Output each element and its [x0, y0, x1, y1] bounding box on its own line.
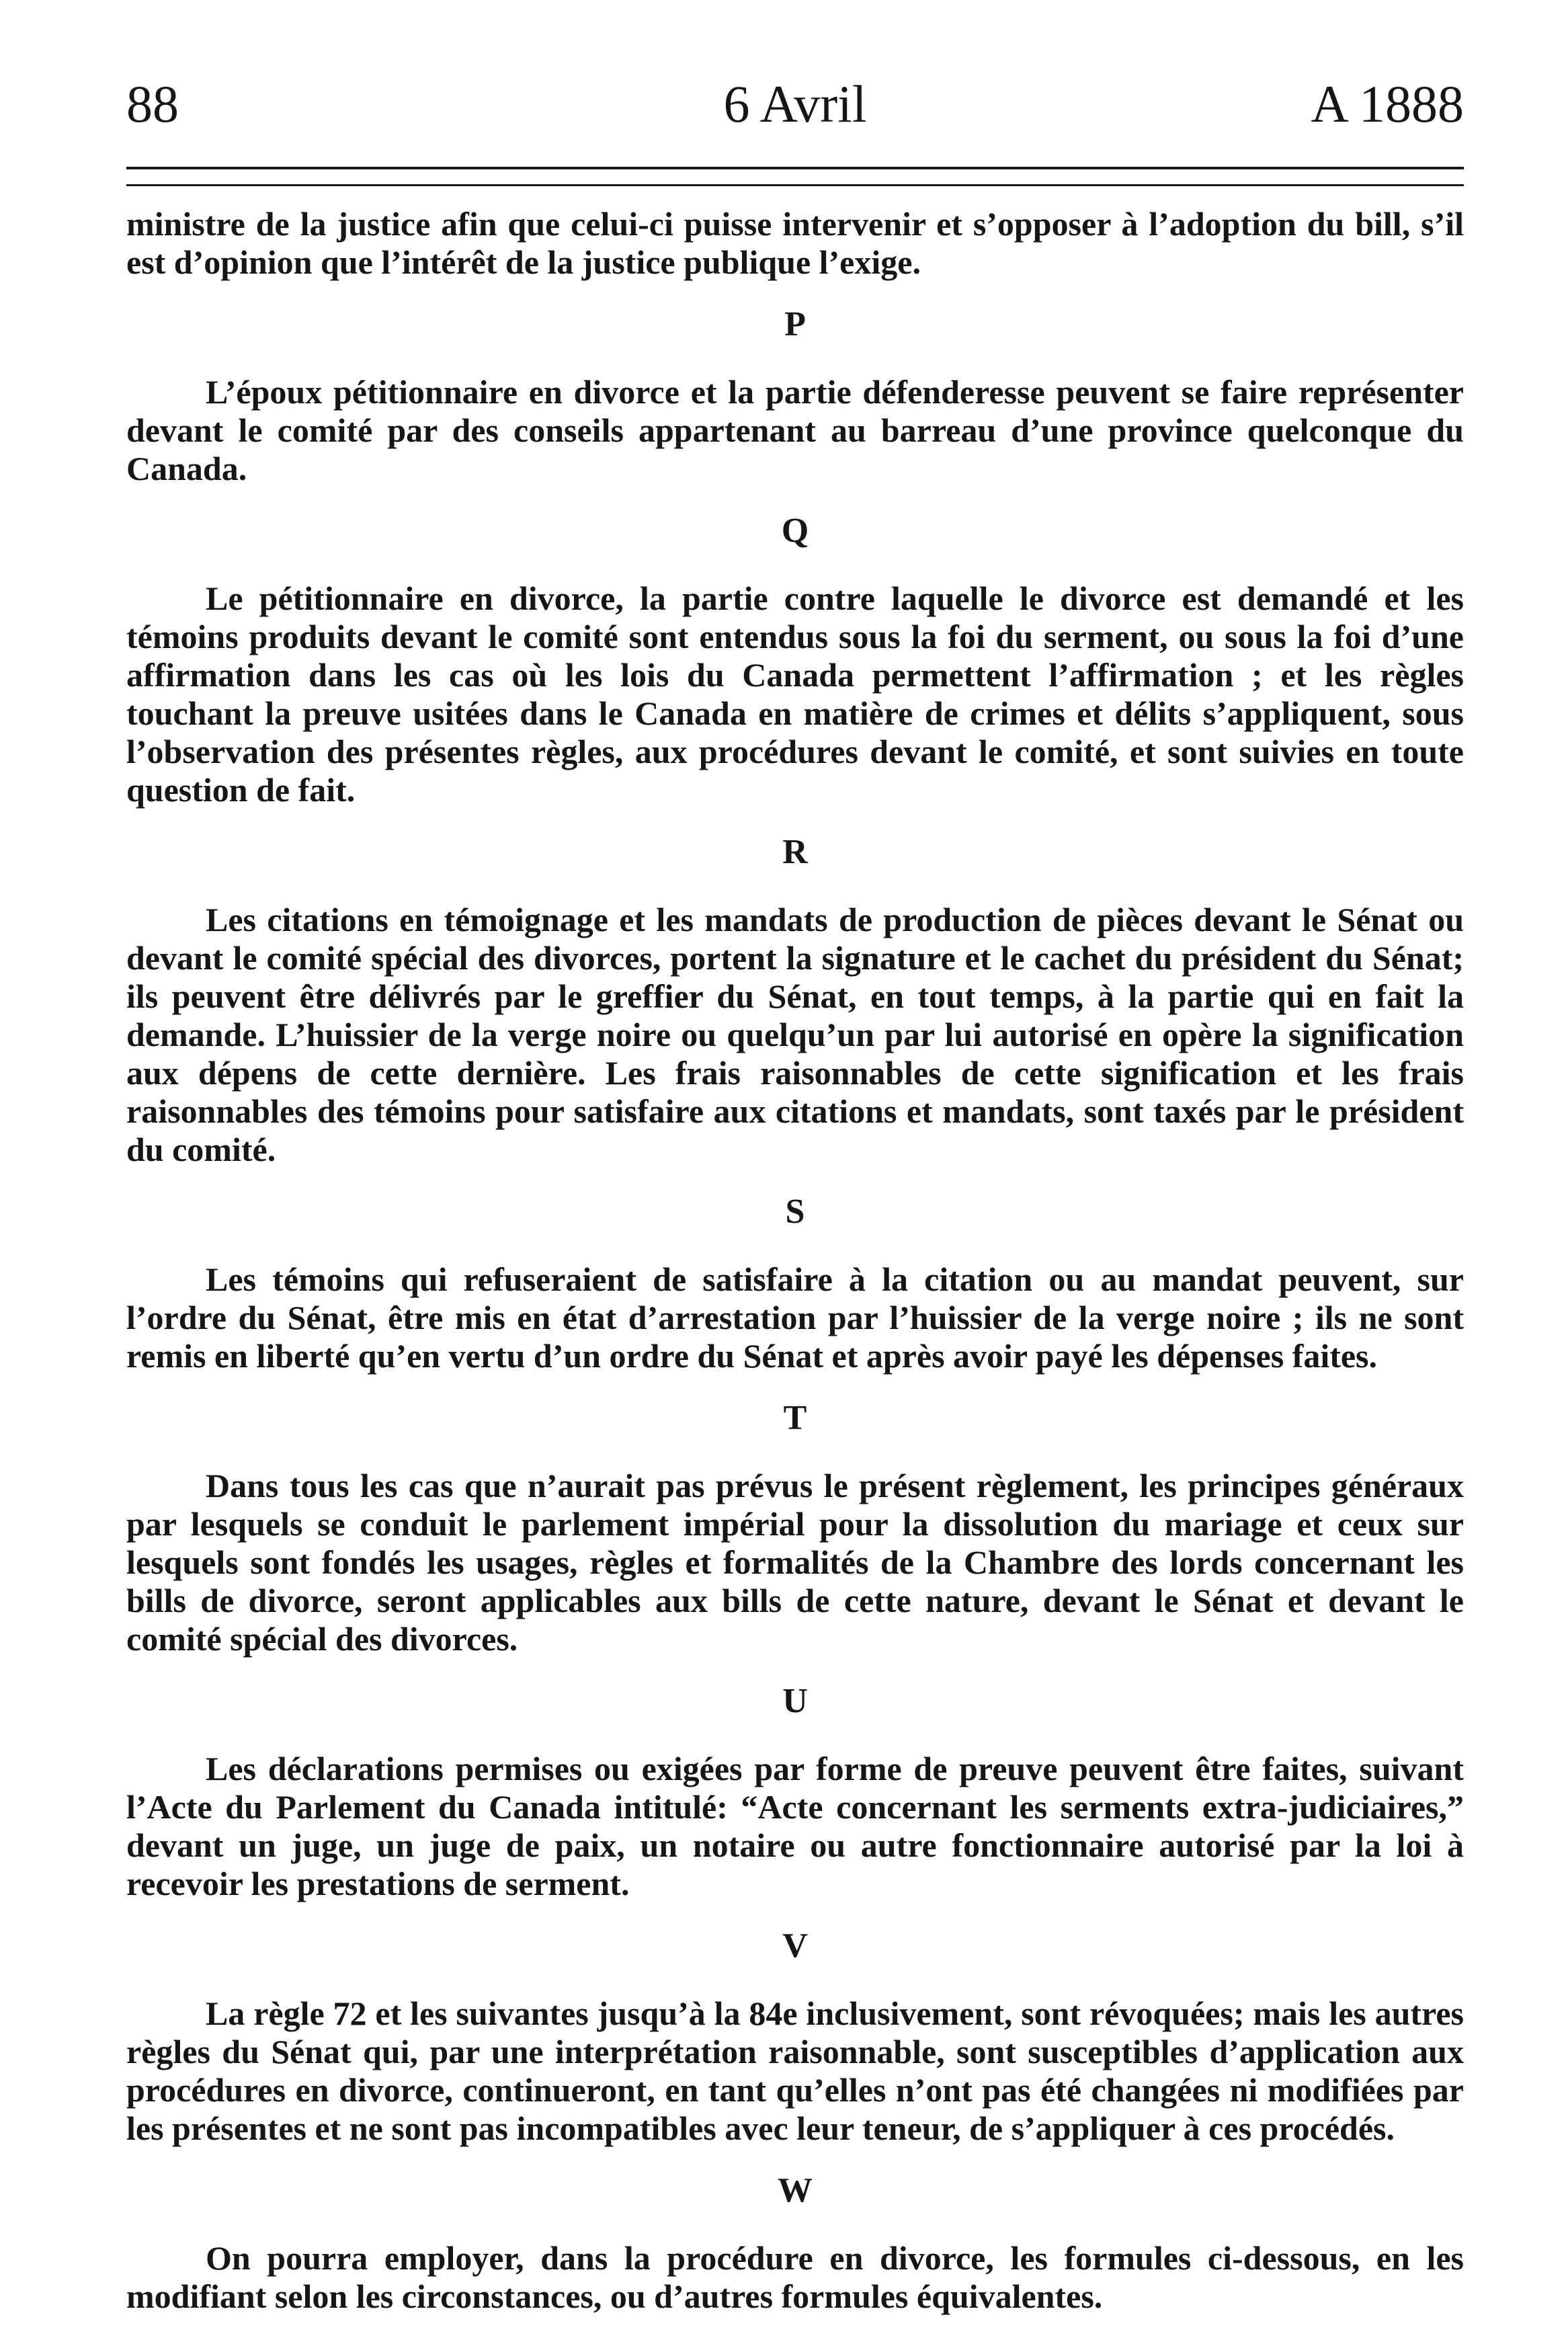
intro-paragraph: ministre de la justice afin que celui-ci puisse intervenir et s’opposer à l’adoption du bill, s’il est d’opinion que l’intérêt de la justice publique l’exige.: [126, 205, 1464, 281]
section-paragraph-s: Les témoins qui refuseraient de satisfaire à la citation ou au mandat peuvent, sur l’ordre du Sénat, être mis en état d’arrestation par l’huissier de la verge noire ; ils ne sont remis en liberté qu’en vertu d’un ordre du Sénat et après avoir payé les dépenses faites.: [126, 1260, 1464, 1375]
section-letter-u: U: [782, 1682, 808, 1720]
section-letter-q: Q: [781, 512, 809, 550]
section-paragraph-u: Les déclarations permises ou exigées par forme de preuve peuvent être faites, suivant l’Acte du Parlement du Canada intitulé: “Acte concernant les serments extra-judiciaires,” devant un juge, un juge de paix, un notaire ou autre fonctionnaire autorisé par la loi à recevoir les prestations de serment.: [126, 1750, 1464, 1902]
running-header: [126, 54, 1464, 155]
section-paragraph-r: Les citations en témoignage et les mandats de production de pièces devant le Sénat ou devant le comité spécial des divorces, portent la signature et le cachet du président du Sénat; ils peuvent être délivrés par le greffier du Sénat, en tout temps, à la partie qui en fait la demande. L’huissier de la verge noire ou quelqu’un par lui autorisé en opère la signification aux dépens de cette dernière. Les frais raisonnables de cette signification et les frais raisonnables des témoins pour satisfaire aux citations et mandats, sont taxés par le président du comité.: [126, 901, 1464, 1168]
header-date: 6 Avril: [723, 75, 867, 133]
section-paragraph-w: On pourra employer, dans la procédure en divorce, les formules ci-dessous, en les modifiant selon les circonstances, ou d’autres formules équivalentes.: [126, 2239, 1464, 2315]
section-paragraph-t: Dans tous les cas que n’aurait pas prévus le présent règlement, les principes généraux par lesquels se conduit le parlement impérial pour la dissolution du mariage et ceux sur lesquels sont fondés les usages, règles et formalités de la Chambre des lords concernant les bills de divorce, seront applicables aux bills de cette nature, devant le Sénat et devant le comité spécial des divorces.: [126, 1467, 1464, 1658]
section-letter-s: S: [785, 1193, 805, 1231]
section-paragraph-v: La règle 72 et les suivantes jusqu’à la 84e inclusivement, sont révoquées; mais les autres règles du Sénat qui, par une interprétation raisonnable, sont susceptibles d’application aux procédures en divorce, continueront, en tant qu’elles n’ont pas été changées ni modifiées par les présentes et ne sont pas incompatibles avec leur teneur, de s’appliquer à ces procédés.: [126, 1994, 1464, 2147]
section-letter-r: R: [782, 833, 808, 871]
page-number: 88: [126, 75, 179, 133]
section-letter-t: T: [783, 1399, 807, 1437]
rules-text: [126, 205, 1464, 2316]
section-paragraph-p: L’époux pétitionnaire en divorce et la partie défenderesse peuvent se faire représenter devant le comité par des conseils appartenant au barreau d’une province quelconque du Canada.: [126, 373, 1464, 487]
section-letter-p: P: [784, 305, 806, 344]
header-double-rule: [126, 167, 1464, 186]
section-paragraph-q: Le pétitionnaire en divorce, la partie contre laquelle le divorce est demandé et les témoins produits devant le comité sont entendus sous la foi du serment, ou sous la foi d’une affirmation dans les cas où les lois du Canada permettent l’affirmation ; et les règles touchant la preuve usitées dans le Canada en matière de crimes et délits s’appliquent, sous l’observation des présentes règles, aux procédures devant le comité, et sont suivies en toute question de fait.: [126, 579, 1464, 809]
header-year: A 1888: [1311, 75, 1464, 133]
section-letter-v: V: [782, 1927, 808, 1965]
section-letter-w: W: [778, 2171, 813, 2210]
document-page: [126, 54, 1464, 2315]
